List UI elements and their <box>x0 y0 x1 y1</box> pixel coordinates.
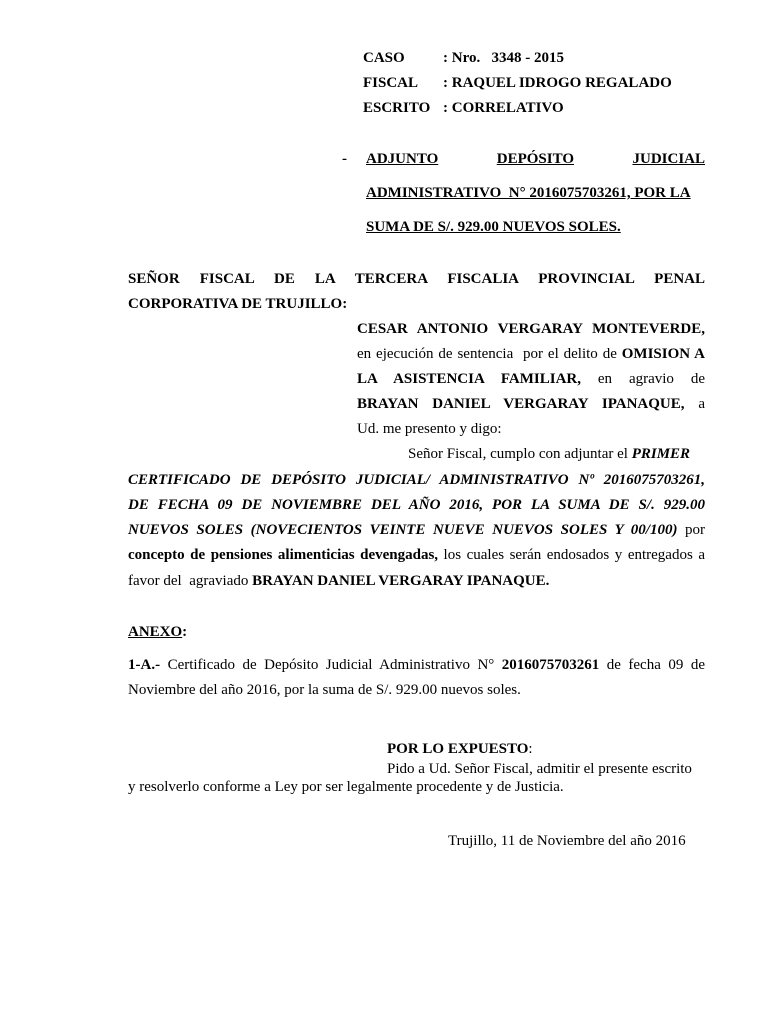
body-line-3: DE FECHA 09 DE NOVIEMBRE DEL AÑO 2016, POR LA SUMA DE S/. 929.00 <box>128 497 705 513</box>
anexo-item-bold: 2016075703261 <box>501 657 600 673</box>
closing-line-2: y resolverlo conforme a Ley por ser legalmente procedente y de Justicia. <box>128 779 564 795</box>
body-line-2: CERTIFICADO DE DEPÓSITO JUDICIAL/ ADMINISTRATIVO Nº 2016075703261, <box>128 472 705 488</box>
body-line-6-text: favor del agraviado <box>128 573 253 589</box>
anexo-item-text: Certificado de Depósito Judicial Administrativo N° <box>160 657 502 673</box>
header-fiscal <box>363 75 672 92</box>
sumilla-word-3: JUDICIAL <box>632 151 705 167</box>
intro-line-4-text: a <box>684 396 705 412</box>
body-line-5-bold: concepto de pensiones alimenticias devengadas, <box>128 547 439 563</box>
body-line-6 <box>128 573 549 590</box>
closing-title-text: POR LO EXPUESTO <box>387 741 529 757</box>
caso-value: : Nro. 3348 - 2015 <box>443 50 564 66</box>
body-line-4-text: por <box>677 522 706 538</box>
sumilla-word-1: ADJUNTO <box>366 151 439 167</box>
intro-line-3-bold: LA ASISTENCIA FAMILIAR, <box>357 371 581 387</box>
header-escrito <box>363 100 564 117</box>
sumilla-line-3: SUMA DE S/. 929.00 NUEVOS SOLES. <box>366 219 621 235</box>
intro-line-2-bold: OMISION A <box>621 346 705 362</box>
intro-line-4-bold: BRAYAN DANIEL VERGARAY IPANAQUE, <box>357 396 685 412</box>
intro-line-3-text: en agravio de <box>581 371 705 387</box>
addressee-line-1: SEÑOR FISCAL DE LA TERCERA FISCALIA PROVINCIAL PENAL <box>128 271 705 287</box>
intro-line-2-text: en ejecución de sentencia por el delito de <box>357 346 622 362</box>
closing-title <box>387 741 533 758</box>
document-date: Trujillo, 11 de Noviembre del año 2016 <box>448 833 686 849</box>
anexo-item-line-2: Noviembre del año 2016, por la suma de S/. 929.00 nuevos soles. <box>128 682 521 698</box>
body-line-4 <box>128 522 705 539</box>
sumilla-line-1 <box>366 151 705 168</box>
escrito-value: : CORRELATIVO <box>443 100 564 116</box>
body-line-1 <box>408 446 690 463</box>
intro-line-5: Ud. me presento y digo: <box>357 421 502 437</box>
body-line-1-bi: PRIMER <box>631 446 691 462</box>
body-line-1-text: Señor Fiscal, cumplo con adjuntar el <box>408 446 632 462</box>
addressee-line-2: CORPORATIVA DE TRUJILLO: <box>128 296 348 312</box>
anexo-title-colon: : <box>182 624 188 640</box>
fiscal-label: FISCAL <box>363 75 419 91</box>
escrito-label: ESCRITO <box>363 100 431 116</box>
header-caso <box>363 50 564 67</box>
anexo-title <box>128 624 187 641</box>
anexo-item-label: 1-A.- <box>128 657 161 673</box>
anexo-title-text: ANEXO <box>128 624 183 640</box>
intro-line-4 <box>357 396 705 413</box>
body-line-4-bi: NUEVOS SOLES (NOVECIENTOS VEINTE NUEVE NUEVOS SOLES Y 00/100) <box>128 522 678 538</box>
sumilla-word-2: DEPÓSITO <box>496 151 574 167</box>
petitioner-name: CESAR ANTONIO VERGARAY MONTEVERDE, <box>357 321 705 337</box>
sumilla-dash: - <box>342 151 347 167</box>
closing-line-1: Pido a Ud. Señor Fiscal, admitir el presente escrito <box>387 761 692 777</box>
closing-title-colon: : <box>528 741 533 757</box>
fiscal-value: : RAQUEL IDROGO REGALADO <box>443 75 672 91</box>
anexo-item-line-1 <box>128 657 705 674</box>
body-line-5 <box>128 547 705 564</box>
intro-line-3 <box>357 371 705 388</box>
caso-label: CASO <box>363 50 405 66</box>
anexo-item-text-2: de fecha 09 de <box>599 657 705 673</box>
body-line-6-bold: BRAYAN DANIEL VERGARAY IPANAQUE. <box>252 573 550 589</box>
body-line-5-text: los cuales serán endosados y entregados a <box>438 547 705 563</box>
sumilla-line-2: ADMINISTRATIVO N° 2016075703261, POR LA <box>366 185 691 201</box>
intro-line-2 <box>357 346 705 363</box>
